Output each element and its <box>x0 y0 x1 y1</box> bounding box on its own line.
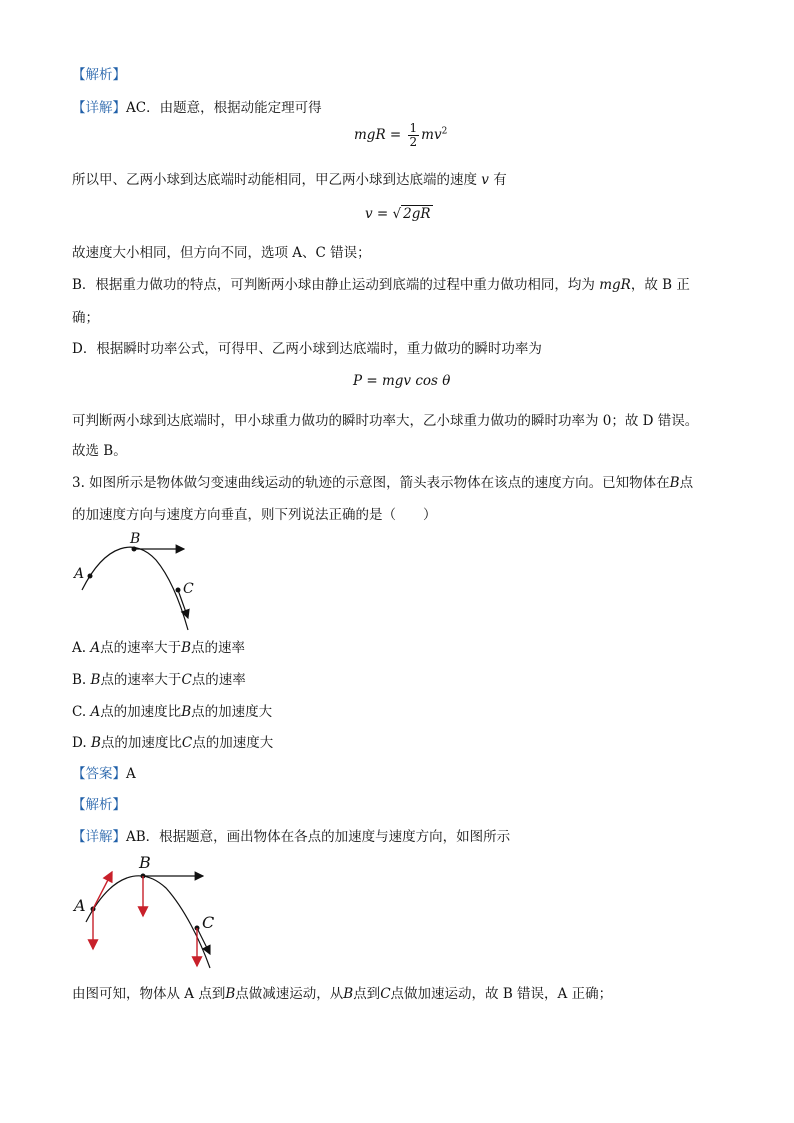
option-B <box>72 671 246 689</box>
label-C-2: C <box>202 913 215 932</box>
answer-line <box>72 765 136 783</box>
optB-t2: 点的速率 <box>191 672 246 688</box>
eq1-fraction <box>408 122 420 149</box>
detail-line-2 <box>72 828 510 846</box>
optB-p1: B <box>90 672 101 688</box>
conclusion-line <box>72 985 612 1003</box>
eq2-radicand: 2gR <box>403 206 431 222</box>
last-c: 点到 <box>353 986 381 1002</box>
eq1-denominator: 2 <box>409 135 418 149</box>
sqrt-sign: √ <box>392 206 402 222</box>
l5a: B．根据重力做功的特点，可判断两小球由静止运动到底端的过程中重力做功相同，均为 <box>72 277 595 293</box>
label-C: C <box>183 581 194 597</box>
optC-p1: A <box>90 704 101 720</box>
last-d: 点做加速运动，故 B 错误，A 正确； <box>390 986 613 1002</box>
last-B2: B <box>343 986 354 1002</box>
trajectory-curve-2 <box>86 876 210 968</box>
text-line-5 <box>72 276 690 294</box>
answer-tag: 【答案】 <box>72 766 126 782</box>
q3b: 点 <box>679 475 694 491</box>
label-A-2: A <box>74 896 86 915</box>
text-line-4: 故速度大小相同，但方向不同，选项 A、C 错误； <box>72 245 371 261</box>
optC-prefix: C. <box>72 704 91 720</box>
optA-p1: A <box>90 640 101 656</box>
optC-t1: 点的加速度比 <box>100 704 182 720</box>
optC-t2: 点的加速度大 <box>191 704 273 720</box>
question-3-line-2: 的加速度方向与速度方向垂直，则下列说法正确的是（ ） <box>72 507 437 523</box>
optB-p2: C <box>181 672 192 688</box>
optB-prefix: B. <box>72 672 91 688</box>
l5-mgR: mgR <box>599 277 631 293</box>
option-D <box>72 734 273 752</box>
optA-p2: B <box>181 640 192 656</box>
detail-line-1 <box>72 99 322 117</box>
last-a: 由图可知，物体从 A 点到 <box>72 986 226 1002</box>
detail-tag-2: 【详解】 <box>72 829 126 845</box>
eq1-rhs: mv <box>421 127 442 143</box>
equation-kinetic-energy <box>354 122 447 149</box>
detail-text: AC．由题意，根据动能定理可得 <box>126 100 322 116</box>
last-C: C <box>380 986 391 1002</box>
question-3-line-1 <box>72 474 693 492</box>
optA-prefix: A. <box>72 640 91 656</box>
analysis-heading-2: 【解析】 <box>72 797 126 813</box>
l5b: ，故 B 正 <box>630 277 690 293</box>
eq1-lhs: mgR <box>354 127 386 143</box>
optD-t2: 点的加速度大 <box>192 735 274 751</box>
eq1-numerator: 1 <box>409 121 418 135</box>
last-b: 点做减速运动，从 <box>235 986 344 1002</box>
optD-p1: B <box>90 735 101 751</box>
optD-p2: C <box>181 735 193 751</box>
option-A <box>72 639 245 657</box>
point-A <box>88 574 93 579</box>
answer-value: A <box>126 766 136 782</box>
optD-t1: 点的加速度比 <box>100 735 182 751</box>
l3b: 有 <box>493 172 507 188</box>
optC-p2: B <box>181 704 192 720</box>
trajectory-figure-2 <box>70 852 230 972</box>
eq1-exponent: 2 <box>441 126 448 137</box>
analysis-heading: 【解析】 <box>72 67 126 83</box>
optD-prefix: D. <box>72 735 91 751</box>
l3-v: v <box>481 172 489 188</box>
text-line-3 <box>72 171 507 189</box>
velocity-arrow-A <box>93 872 112 909</box>
l3a: 所以甲、乙两小球到达底端时动能相同，甲乙两小球到达底端的速度 <box>72 172 477 188</box>
optA-t2: 点的速率 <box>191 640 246 656</box>
q3-B: B <box>669 475 680 491</box>
eq2-lhs: v = <box>365 206 393 222</box>
optA-t1: 点的速率大于 <box>100 640 182 656</box>
detail-tag: 【详解】 <box>72 100 126 116</box>
last-B: B <box>225 986 236 1002</box>
optB-t1: 点的速率大于 <box>100 672 182 688</box>
detail-text-2: AB．根据题意，画出物体在各点的加速度与速度方向，如图所示 <box>126 829 511 845</box>
equation-velocity <box>365 205 433 222</box>
label-B-2: B <box>139 853 151 872</box>
text-line-9: 故选 B。 <box>72 443 127 459</box>
option-C <box>72 703 272 721</box>
text-line-8: 可判断两小球到达底端时，甲小球重力做功的瞬时功率大，乙小球重力做功的瞬时功率为 0；故 D 错误。 <box>72 413 699 429</box>
trajectory-figure-1 <box>66 530 206 640</box>
equation-power: P = mgv cos θ <box>353 373 451 389</box>
label-A: A <box>74 566 85 582</box>
label-B: B <box>130 531 141 547</box>
eq1-equals: = <box>385 127 406 143</box>
trajectory-curve <box>82 547 188 630</box>
text-line-6: 确； <box>72 310 99 326</box>
q3a: 3. 如图所示是物体做匀变速曲线运动的轨迹的示意图，箭头表示物体在该点的速度方向。已知物体在 <box>72 475 670 491</box>
text-line-7: D．根据瞬时功率公式，可得甲、乙两小球到达底端时，重力做功的瞬时功率为 <box>72 341 542 357</box>
